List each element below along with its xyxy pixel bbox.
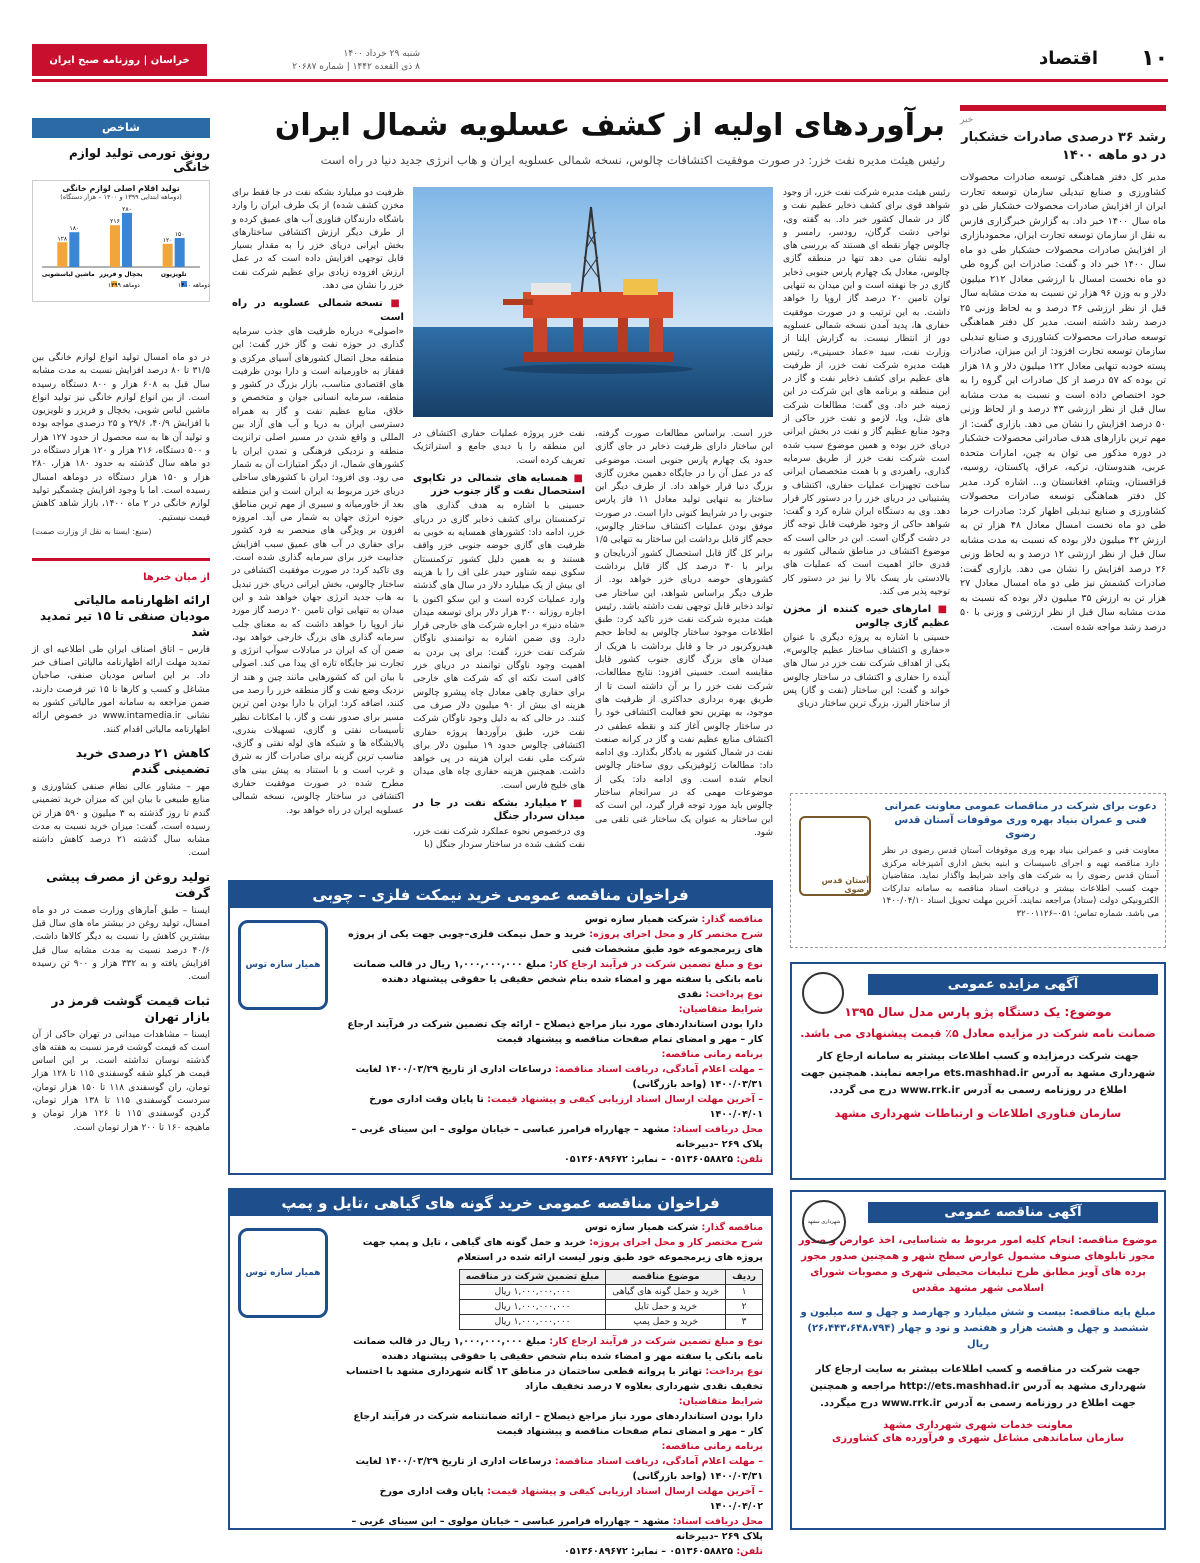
news-tab: از میان خبرها [143,571,210,583]
chart-source: (منبع: ایسنا به نقل از وزارت صمت) [32,526,152,536]
chart-bar [57,242,67,267]
news-title: رشد ۳۶ درصدی صادرات خشکبار در دو ماهه ۱۴۰۰ [961,130,1166,163]
table-cell: خرید و حمل پمپ [606,1315,726,1330]
tender1-title: فراخوان مناقصه عمومی خرید نیمکت فلزی – چوبی [230,882,771,908]
chart-value-label: ۱۲۸ [57,235,68,243]
table-header: مبلغ تضمین شرکت در مناقصه [459,1270,606,1285]
tender1-logo [238,920,328,1010]
table-cell: ۲ [726,1300,763,1315]
astan-logo [799,816,871,896]
table-row [459,1315,762,1330]
col3-text: نفت خزر پروژه عملیات حفاری اکتشاف در این منطقه را با دیدی جامع و استراتژیک تعریف کرده است. [413,429,585,466]
auction-guarantee: ضمانت نامه شرکت در مزایده معادل ۵٪ قیمت پیشنهادی می باشد. [800,1027,1156,1040]
chart-bar [122,213,132,267]
chart-bar [175,238,185,267]
table-row [459,1300,762,1315]
table-cell: ۳ [726,1315,763,1330]
brief-news-title: ارائه اظهارنامه مالیاتی مودیان صنفی تا ۱۵ تیر تمدید شد [40,592,210,639]
auction-ad[interactable] [790,962,1166,1180]
table-row [459,1285,762,1300]
chart-title: تولید اقلام اصلی لوازم خانگی [62,184,180,193]
chart-category-label: ماشین لباسشویی [41,271,95,278]
article-col-2 [595,428,773,878]
article-col-3 [413,428,585,878]
ad-line: دارا بودن استانداردهای مورد نیاز مراجع ذیصلاح – ارائه ضمانتنامه شرکت در فرآیند ارجاع کار – مهر و امضای تمام صفحات مناقصه و پیشنهاد قیمت [353,1411,763,1437]
brief-news-title: تولید روغن از مصرف پیشی گرفت [46,869,210,900]
astan-quds-ad[interactable] [790,793,1166,948]
col4-text: ظرفیت دو میلیارد بشکه نفت در جا فقط برای مخزن کشف شده) از یک طرف ایران را وارد باشگاه دارندگان فناوری آب های عمیق کرده و از طرف دیگر ارزش اکتشافی ساختارهای بخش ایرانی دریای خزر را به مقدار بسیار قابل توجهی افزایش داده است که در عمل ارزش افزوده زیادی برای عظیم شرکت نفت خزر را نشان می دهد. [232,188,404,292]
brand-logo[interactable]: خراسان | روزنامه صبح ایران [32,44,207,76]
ad-line: نوع پرداخت: نقدی [677,989,763,1000]
auction-org: سازمان فناوری اطلاعات و ارتباطات شهرداری مشهد [834,1107,1122,1120]
auction-info: جهت شرکت درمزایده و کسب اطلاعات بیشتر به سامانه ارجاع کار شهرداری مشهد به آدرس ets.mashhad.ir مراجعه نمایند. همچنین جهت اطلاع در روزنامه رسمی به آدرس www.rrk.ir درج می گردد. [800,1051,1156,1096]
ad-line: دارا بودن استانداردهای مورد نیاز مراجع ذیصلاح – ارائه چک تضمین شرکت در فرآیند ارجاع کار – مهر و امضای تمام صفحات مناقصه و پیشنهاد قیمت [347,1019,763,1045]
col3-subhead-2: ■ ۲ میلیارد بشکه نفت در جا در میدان سردار جنگل [413,797,585,824]
tender3-logo-text: شهرداری مشهد [807,1219,841,1225]
col3-text-c: وی درخصوص نحوه عملکرد شرکت نفت خزر، نفت کشف شده در ساختار سردار جنگل (با [413,826,585,850]
brief-news-title: ثبات قیمت گوشت قرمز در بازار تهران [51,993,210,1024]
sidebar-body: در دو ماه امسال تولید انواع لوازم خانگی بین ۳۱/۵ تا ۸۰ درصد افزایش نسبت به مدت مشابه سال قبل به ۶۰۸ هزار و ۸۰۰ دستگاه رسیده است. از بین انواع لوازم خانگی نیز تولید انواع ماشین لباس شویی، یخچال و فریزر و تلویزیون با افزایش ۴۰/۹، ۲۹/۶ و ۲۵ درصدی مواجه بوده و تولید آن ها به سه محصول از حدود ۱۲۷ هزار و ۵۰۰ دستگاه، ۲۱۶ هزار و ۱۲۰ هزار دستگاه در دو ماهه سال گذشته به حدود ۱۸۰ هزار، ۲۸۰ هزار و ۱۵۰ هزار دستگاه در دوماهه امسال رسیده است. اما با وجود افزایش چشمگیر تولید لوازم خانگی در ۲ ماه ۱۴۰۰، بازار شاهد کاهش قیمت نیستیم. [32,353,211,523]
chart-bar [110,225,120,267]
table-header: موضوع مناقصه [606,1270,726,1285]
chart-value-label: ۱۲۰ [162,236,173,244]
tender2-table [459,1269,763,1330]
chart-value-label: ۲۱۶ [110,218,120,226]
brief-news-body: ایسنا – طبق آمارهای وزارت صمت در دو ماه امسال، تولید روغن در بیشتر ماه های سال قبل بیشترین کاهش را نسبت به دیگر کالاها داشت. ۴۰/۶ درصد نسبت به مدت مشابه سال قبل افزایش یافته و به ۳۳۲ هزار و ۹۰۰ تن رسیده است. [32,905,210,983]
ad-line: شرح مختصر کار و محل اجرای پروژه: خرید و حمل نیمکت فلزی–چوبی جهت یکی از پروژه های زیرمجموعه خود طبق مشخصات فنی [348,929,763,955]
ad-line: تلفن: ۰۵۱۳۶۰۵۸۸۲۵ – نمابر: ۰۵۱۳۶۰۸۹۶۷۲ [564,1546,763,1557]
col1-text: رئیس هیئت مدیره شرکت نفت خزر، از وجود شواهد قوی برای کشف ذخایر عظیم نفت و گاز در شمال کشور خبر داد. به گفته وی، نواحی دشت گرگان، رودسر، رامسر و چالوس چهار نقطه ای هستند که بررسی های اولیه نشان می دهد تنها در منطقه گازی چالوس، معادل یک چهارم پارس جنوبی ذخایر گازی در جا نهفته است و این میدان به تنهایی توان تامین ۲۰ درصد گاز اروپا را خواهد داشت. به این ترتیب و در صورت موفقیت حفاری ها، پدید آمدن نسخه شمالی عسلویه دور از انتظار نیست. به گزارش ایلنا از وزارت نفت، سید «عماد حسینی»، رئیس هیئت مدیره شرکت نفت خزر، از ظرفیت های عظیم برای کشف ذخایر نفت و گاز در این منطقه و برنامه های این شرکت در این زمینه خبر داد. وی گفت: مطالعات شرکت های شل، وپا، لازمو و نفت خزر حاکی از وجود منابع عظیم گاز و نفت در بخش ایرانی دریای خزر بوده و همین موضوع سبب شده است شرکت نفت خزر از طریق سرمایه گذاری، راهبردی و با همت متخصصان ایرانی ساخت تجهیزات عملیات حفاری، اکتشاف و پشتیبانی در دریای خزر را در دستور کار قرار دهد. وی به دستگاه ایران شاره کرد و گفت: شواهد حاکی از وجود ظرفیت قابل توجه گاز در دشت گرگان است. این در حالی است که موضوع اکتشاف در مناطق شمالی کشور به قدری حائز اهمیت است که عملیات های بالادستی بار یسک بالا را نیز در دستور کار توجیه پذیر می کند. [783,188,950,597]
ad-line: – آخرین مهلت ارسال اسناد ارزیابی کیفی و پیشنهاد قیمت: پایان وقت اداری مورخ ۱۴۰۰/۰۴/۰۲ [379,1486,763,1512]
ad-line: محل دریافت اسناد: مشهد – چهارراه فرامرز عباسی – خیابان مولوی – ابن سینای غربی – پلاک ۲۶۹ –دبیرخانه [351,1516,763,1542]
auction-title: آگهی مزایده عمومی [868,974,1158,995]
bench-tender-ad[interactable] [228,880,773,1175]
ad-line: – مهلت اعلام آمادگی، دریافت اسناد مناقصه: درساعات اداری از تاریخ ۱۴۰۰/۰۳/۲۹ لغایت ۱۴۰۰/۰۳/۳۱ (واحد بازرگانی) [355,1456,763,1482]
table-cell: ۱,۰۰۰,۰۰۰,۰۰۰ ریال [459,1315,606,1330]
chart-box [32,180,210,302]
col2-text: خزر است. براساس مطالعات صورت گرفته، این ساختار دارای ظرفیت ذخایر در جای گازی حدود یک چهارم پارس جنوبی است. موضوعی که در عمل آن را در جایگاه دهمین مخزن گازی بزرگ دنیا قرار خواهد داد. از طرف دیگر این ساختار به تنهایی تولید معادل ۱۱ فاز پارس جنوبی را در شرایط کنونی دارا است. در صورت موفق بودن عملیات اکتشاف ساختار چالوس، حجم گاز قابل برداشت این ساختار به تنهایی ۱/۵ برابر کل گاز قابل استحصال کشور آذربایجان و برابر با ۳۰ درصد کل گاز قابل برداشت کشورهای حوضه دریای خزر خواهد بود. از طرف دیگر براساس شواهد، این ساختار می تواند ذخایر قابل توجهی نفت داشته باشد. رئیس هیئت مدیره شرکت نفت خزر تاکید کرد: طبق اطلاعات موجود ساختار چالوس به لحاظ حجم هیدروکربور در جا و قابل برداشت با هریک از میدان های بزرگ گازی جنوب کشور قابل مقایسه است. حسینی افزود: نتایج مطالعات، شرکت نفت خزر را بر آن داشته است تا از طریق بهره برداری حداکثری از ظرفیت های موجود، به بهترین نحو فعالیت اکتشافی خود را در ساختار چالوس آغاز کند و نقطه عطفی در اکتشاف منابع عظیم نفت و گاز در کرانه صنعت نفت در شمال کشور به یادگار بگذارد. وی ادامه داد: مطالعات ژئوفیزیکی روی ساختار چالوس انجام شده است. وی ادامه داد: یکی از موضوعات مهمی که در سرانجام ساختار چالوس باید مورد توجه قرار گیرد، این است که این ساختار به عنوان یک ساختار غنی تلقی می شود. [594,429,773,838]
col1-text-b: حسینی با اشاره به پروژه دیگری با عنوان «حفاری و اکتشاف ساختار عظیم چالوس»، یکی از اهداف شرکت نفت خزر در سال های آینده را حفاری و اکتشاف در ساختار چالوس خواند و گفت: این ساختار (نفت و گاز) پس از ساختار البرز، بزرگ ترین ساختار دریای [783,632,950,710]
news-column [960,105,1166,635]
brief-news-list [32,592,210,1135]
table-cell: ۱ [726,1285,763,1300]
tender1-logo-text: همیار سازه توس [245,960,321,970]
article-col-4 [232,187,404,877]
astan-title: دعوت برای شرکت در مناقصات عمومی معاونت عمرانی فنی و عمران بنیاد بهره وری موقوفات آستان قدس رضوی [884,801,1157,840]
chart-bar [163,244,173,267]
tender3-title: آگهی مناقصه عمومی [868,1202,1158,1223]
chart-legend-label: دوماهه ۱۳۹۹ [108,282,140,289]
brief-news-title: کاهش ۲۱ درصدی خرید تضمینی گندم [75,745,210,776]
tender2-lines [340,1220,763,1265]
ad-line: تلفن: ۰۵۱۳۶۰۵۸۸۲۵ – نمابر: ۰۵۱۳۶۰۸۹۶۷۲ [564,1154,763,1165]
tender3-org2: سازمان ساماندهی مشاغل شهری و فرآورده های کشاورزی [832,1433,1124,1444]
news-tab-bar [32,558,210,584]
ad-line: شرایط متقاضیان: [678,1004,763,1015]
page-number: ۱۰ [1141,46,1168,71]
ad-line: نوع و مبلغ تضمین شرکت در فرآیند ارجاع کار: مبلغ ۱,۰۰۰,۰۰۰,۰۰۰ ریال در قالب ضمانت نامه بانکی یا سفته مهر و امضاء شده بنام شخص حقیقی یا حقوقی پیشنهاد دهنده [353,1336,763,1362]
col4-text-b: «اصولی» درباره ظرفیت های جذب سرمایه گذاری در حوزه نفت و گاز خزر گفت: این منطقه محل اتصال کشورهای آسیای مرکزی و قفقاز به خاورمیانه است و دارا بودن ظرفیت های اقتصادی مناسب، بازار بزرگ در کشور و منطقه، سرمایه انسانی جوان و متخصص و خلاق، منابع عظیم نفت و گاز به همراه دسترسی ایران به دریا و آب های آزاد بین المللی و واقع شدن در مسیر اصلی ترانزیت منطقه و نزدیکی فرهنگی و تمدن ایران با کشورهای شمال، از دیگر امتیازات آن به شمار می رود. وی افزود: ایران با کشورهای ساحلی دریای خزر مربوط به ایران است و این منطقه بعد از خاورمیانه و سیبری از مهم ترین مناطق حوزه انرژی جهان به شمار می آید. امروزه افزون بر ویژگی های منحصر به فرد کشور برای حفاری در آب های عمیق سبب افزایش جذابیت خزر برای سرمایه گذاری شده است. وی تاکید کرد: در صورت موفقیت اکتشافی در ساختار چالوس، بخش ایرانی دریای خزر تبدیل به هاب جدید انرژی جهان خواهد شد و این میدان به تنهایی توان تامین ۲۰ درصد گاز مورد نیاز اروپا را خواهد داشت که به معنای جلب سرمایه گذاری های بزرگ خارجی خواهد بود، ضمن آن که ایران در مبادلات سوآپ انرژی و تجارت نیز جایگاه تازه ای پیدا می کند. اصولی با بیان این که کشورهایی مانند چین و هند از نزدیک وضع نفت و گاز منطقه خزر را رصد می کنند، اضافه کرد: ایران با دارا بودن امن ترین مسیر برای صدور نفت و گاز، با امکانات نظیر تأسیسات نفتی و گازی، تسهیلات بندری، پالایشگاه ها و شبکه های لوله نفتی و گازی، مناسب ترین گزینه برای صادرات گاز به شرق و غرب است و با استناد به پیش بینی های مطرح شده در صورت موفقیت حفاری اکتشافی در ساختار چالوس، نسخه شمالی عسلویه ایران در راه خواهد بود. [232,326,405,816]
article-lead: رئیس هیئت مدیره نفت خزر: در صورت موفقیت اکتشافات چالوس، نسخه شمالی عسلویه ایران و هاب انرژی جدید دنیا در راه است [320,153,945,167]
oil-rig-photo [413,187,773,417]
chart-value-label: ۱۵۰ [174,231,185,238]
article-col-1 [783,187,950,777]
tender3-logo [802,1200,846,1244]
news-kicker: خبر [960,115,974,125]
brief-news-body: ایسنا – مشاهدات میدانی در تهران حاکی از آن است که قیمت گوشت قرمز نسبت به هفته های گذشته نوسان نداشته است. بر این اساس قیمت هر کیلو شقه گوسفندی ۱۱۵ تا ۱۲۸ هزار تومان، ران گوسفندی ۱۱۸ تا ۱۵۰ هزار تومان، سردست گوسفندی ۱۱۵ تا ۱۳۸ هزار تومان، گردن گوسفندی ۱۱۵ تا ۱۲۶ هزار تومان و ماهیچه ۱۶۰ تا ۲۰۰ هزار تومان است. [32,1029,211,1133]
col4-subhead: ■ نسخه شمالی عسلویه در راه است [232,297,404,324]
tender3-subject: موضوع مناقصه: انجام کلیه امور مربوط به شناسایی، اخذ عوارض و صدور مجوز تابلوهای صنوف مشمول عوارض سطح شهر و همچنین صدور مجوز پرده های آویز مطابق طرح تبلیغات محیطی شهری و مصوبات شورای اسلامی شهر مشهد مقدس [798,1235,1158,1294]
ad-line: – مهلت اعلام آمادگی، دریافت اسناد مناقصه: درساعات اداری از تاریخ ۱۴۰۰/۰۳/۲۹ لغایت ۱۴۰۰/۰۳/۳۱ (واحد بازرگانی) [355,1064,763,1090]
issue-date [220,48,420,74]
ad-line: محل دریافت اسناد: مشهد – چهارراه فرامرز عباسی – خیابان مولوی – ابن سینای غربی – پلاک ۲۶۹ –دبیرخانه [351,1124,763,1150]
table-cell: ۱,۰۰۰,۰۰۰,۰۰۰ ریال [459,1285,606,1300]
ad-line: مناقصه گذار: شرکت همیار سازه توس [584,914,763,925]
date-line-1: شنبه ۲۹ خرداد ۱۴۰۰ [343,49,420,59]
brief-news-body: فارس – اتاق اصناف ایران طی اطلاعیه ای از تمدید مهلت ارائه اظهارنامه مالیاتی اصناف خبر داد. بر این اساس مودیان صنفی، صاحبان مشاغل و کسب و کارها تا ۱۵ تیر فرصت دارند، ضمن مراجعه به سامانه امور مالیاتی کشور به نشانی www.intamedia.ir در خصوص ارائه اظهارنامه مالیاتی اقدام کنند. [32,644,210,735]
sidebar-tab: شاخص [32,118,210,138]
chart-category-label: یخچال و فریزر [99,271,143,278]
chart-value-label: ۲۸۰ [122,205,132,213]
date-line-2: ۸ ذی القعده ۱۴۴۲ | شماره ۲۰۶۸۷ [292,62,420,72]
ad-line: برنامه زمانی مناقصه: [661,1441,763,1452]
chart-value-label: ۱۸۰ [69,225,80,233]
astan-logo-text: آستان قدس رضوی [821,876,869,894]
article-title: برآوردهای اولیه از کشف عسلویه شمال ایران [274,108,945,143]
sidebar [32,118,210,1135]
chart-category-label: تلویزیون [160,271,187,278]
tender2-lines-2 [340,1334,763,1559]
tender3-info: جهت شرکت در مناقصه و کسب اطلاعات بیشتر به سایت ارجاع کار شهرداری مشهد به آدرس http://ets.mashhad.ir مراجعه و همچنین جهت اطلاع در روزنامه رسمی به آدرس www.rrk.ir درج میگردد. [809,1364,1147,1409]
auction-subject: موضوع: یک دستگاه پژو پارس مدل سال ۱۳۹۵ [844,1005,1112,1019]
bar-chart [36,201,210,291]
tender3-org1: معاونت خدمات شهری شهرداری مشهد [883,1420,1073,1431]
ad-line: – آخرین مهلت ارسال اسناد ارزیابی کیفی و پیشنهاد قیمت: تا پایان وقت اداری مورخ ۱۴۰۰/۰۴/۰۱ [369,1094,763,1120]
ad-line: نوع پرداخت: تهاتر با پروانه قطعی ساختمان در مناطق ۱۳ گانه شهرداری مشهد با احتساب تخفیف نقدی شهرداری بعلاوه ۷ درصد تخفیف مازاد [345,1366,763,1392]
ad-line: شرایط متقاضیان: [678,1396,763,1407]
ad-line: برنامه زمانی مناقصه: [661,1049,763,1060]
oil-rig-image [413,187,773,417]
col3-subhead: ■ همسایه های شمالی در تکاپوی استحصال نفت و گاز جنوب خزر [413,472,585,499]
chart-subtitle: (دوماهه ابتدایی ۱۳۹۹ و ۱۴۰۰ – هزار دستگاه) [60,193,182,201]
table-cell: ۱,۰۰۰,۰۰۰,۰۰۰ ریال [459,1300,606,1315]
municipal-tender-ad[interactable] [790,1190,1166,1530]
section-title: اقتصاد [1038,48,1098,69]
col3-text-b: حسینی با اشاره به هدف گذاری های ترکمنستان برای کشف ذخایر گازی در دریای خزر، ادامه داد: کشورهای همسایه به خوبی به ظرفیت های گازی حوضه جنوبی خزر واقف هستند و به همین دلیل کشور ترکمنستان سکوی نیمه شناور حیدر علی اف را با هزینه ای بیش از یک میلیارد دلار در سال های گذشته وارد عملیات کرده است و این سکو اکنون با اجاره روزانه ۳۰۰ هزار دلار برای توسعه میدان «شاه دنیز» در اجاره شرکت های خارجی قرار دارد. وی ضمن اشاره به توانمندی ناوگان شرکت نفت خزر، گفت: برای پی بردن به اهمیت وجود ناوگان توانمند در دریای خزر کافی است نکته ای که شرکت های خارجی برای حفاری چاهی معادل چاه پیشرو چالوس هزینه ای بیش از ۹۰ میلیون دلار صرف می کنند. در حالی که به دلیل وجود ناوگان شرکت نفت خزر، طبق برآوردها پروژه حفاری اکتشافی چالوس حدود ۱۹ میلیون دلار برای شرکت ملی نفت ایران هزینه در پی خواهد داشت. همچنین هزینه حفاری چاه های میدان های خلیج فارس است. [413,501,586,791]
news-bar [960,105,1166,111]
tender2-title: فراخوان مناقصه عمومی خرید گونه های گیاهی ،تایل و پمپ [230,1190,771,1216]
sidebar-headline: رونق تورمی تولید لوازم خانگی [69,146,210,174]
ad-line: شرح مختصر کار و محل اجرای پروژه: خرید و حمل گونه های گیاهی ، تایل و پمپ جهت پروژه های زیرمجموعه خود طبق ونور لیست ارائه شده در استعلام [362,1237,763,1263]
ad-line: مناقصه گذار: شرکت همیار سازه توس [584,1222,763,1233]
news-body: مدیر کل دفتر هماهنگی توسعه صادرات محصولات کشاورزی و صنایع تبدیلی سازمان توسعه تجارت ایران از افزایش صادرات محصولات خشکبار طی دو ماه سال ۱۴۰۰ خبر داد. به گزارش خبرگزاری فارس به نقل از سازمان توسعه تجارت ایران، محمودبازاری از افزایش صادرات محصولات خشکبار طی دو ماه سال ۱۴۰۰ خبر داد و گفت: صادرات این گروه طی دو ماه نخست امسال با ارزشی معادل ۲۱۲ میلیون دلار و به وزن ۹۶ هزار تن نسبت به مدت مشابه سال قبل از نظر ارزشی ۳۶ درصد و به لحاظ وزنی ۲۵ درصد رشد داشته است. مدیر کل دفتر هماهنگی توسعه صادرات محصولات کشاورزی و صنایع تبدیلی سازمان توسعه تجارت افزود: از این میزان، صادرات پسته خودبه تنهایی معادل ۱۲۲ میلیون دلار و ۱۸ هزار تن بوده که ۵۷ درصد از کل صادرات این گروه را به خود اختصاص داده است و نسبت به مدت مشابه سال قبل از نظر ارزشی ۴۳ درصد و از لحاظ وزنی ۵۰ درصد افزایش را نشان می دهد. بازاری گفت: از مهم ترین بازارهای هدف صادراتی محصولات خشکبار در دوره مذکور می توان به چین، امارات متحده عربی، هندوستان، ترکیه، عراق، پاکستان، روسیه، قزاقستان، ویتنام، افغانستان و... اشاره کرد. مدیر کل دفتر هماهنگی توسعه صادرات محصولات کشاورزی و صنایع تبدیلی اظهار کرد: صادرات خرما طی دو ماه نخست امسال معادل ۴۸ هزار تن به ارزش ۴۲ میلیون دلار بوده که نسبت به مدت مشابه سال قبل از نظر ارزشی ۱۲ درصد و به لحاظ وزنی ۲۶ درصد افزایش را نشان می دهد. بازاری گفت: صادرات کشمش نیز طی دو ماه امسال معادل ۲۷ هزار تن به ارزش ۳۵ میلیون دلار بوده که نسبت به مدت مشابه سال قبل از نظر ارزشی و وزنی با ۵۰ درصد رشد مواجه شده است. [960,172,1167,633]
brief-news-body: مهر – مشاور عالی نظام صنفی کشاورزی و منابع طبیعی با بیان این که میزان خرید تضمینی گندم تا روز گذشته به ۳ میلیون و ۵۹۰ هزار تن رسیده است، گفت: میزان خرید نسبت به مدت مشابه سال گذشته ۲۱ درصد کاهش داشته است. [32,781,211,859]
table-cell: خرید و حمل تایل [606,1300,726,1315]
table-header: ردیف [726,1270,763,1285]
table-cell: خرید و حمل گونه های گیاهی [606,1285,726,1300]
col1-subhead: ■ امارهای خیره کننده از مخزن عظیم گازی چالوس [783,603,950,630]
ad-line: نوع و مبلغ تضمین شرکت در فرآیند ارجاع کار: مبلغ ۱,۰۰۰,۰۰۰,۰۰۰ ریال در قالب ضمانت نامه بانکی یا سفته مهر و امضاء شده بنام شخص حقیقی یا حقوقی پیشنهاد دهنده [353,959,763,985]
auction-logo [802,972,844,1014]
tender3-base: مبلغ پایه مناقصه: بیست و شش میلیارد و چهارصد و چهل و سه میلیون و ششصد و چهل و هشت هزار و هفتصد و نود و چهار (۲۶،۴۴۳،۶۴۸،۷۹۴) ریال [800,1307,1156,1350]
astan-body: معاونت فنی و عمرانی بنیاد بهره وری موقوفات آستان قدس رضوی در نظر دارد مناقصه تهیه و اجرای تاسیسات و ابنیه بخش اداری آشپزخانه مرکزی آستان قدس رضوی را به شرکت های واجد شرایط واگذار نماید. متقاضیان جهت کسب اطلاعات بیشتر و دریافت اسناد مناقصه به سامانه تدارکات الکترونیکی دولت (ستاد) مراجعه نمایند. آخرین مهلت تحویل اسناد ۱۴۰۰/۰۴/۱۰ می باشد. شماره تماس: ۰۵۱–۳۲۰۰۱۱۲۶ [882,846,1159,919]
tender2-logo-text: همیار سازه توس [245,1268,321,1278]
plant-tender-ad[interactable] [228,1188,773,1557]
tender2-logo [238,1228,328,1318]
chart-bar [69,232,79,267]
chart-legend-label: دوماهه ۱۴۰۰ [178,282,210,289]
page-header [32,40,1168,82]
